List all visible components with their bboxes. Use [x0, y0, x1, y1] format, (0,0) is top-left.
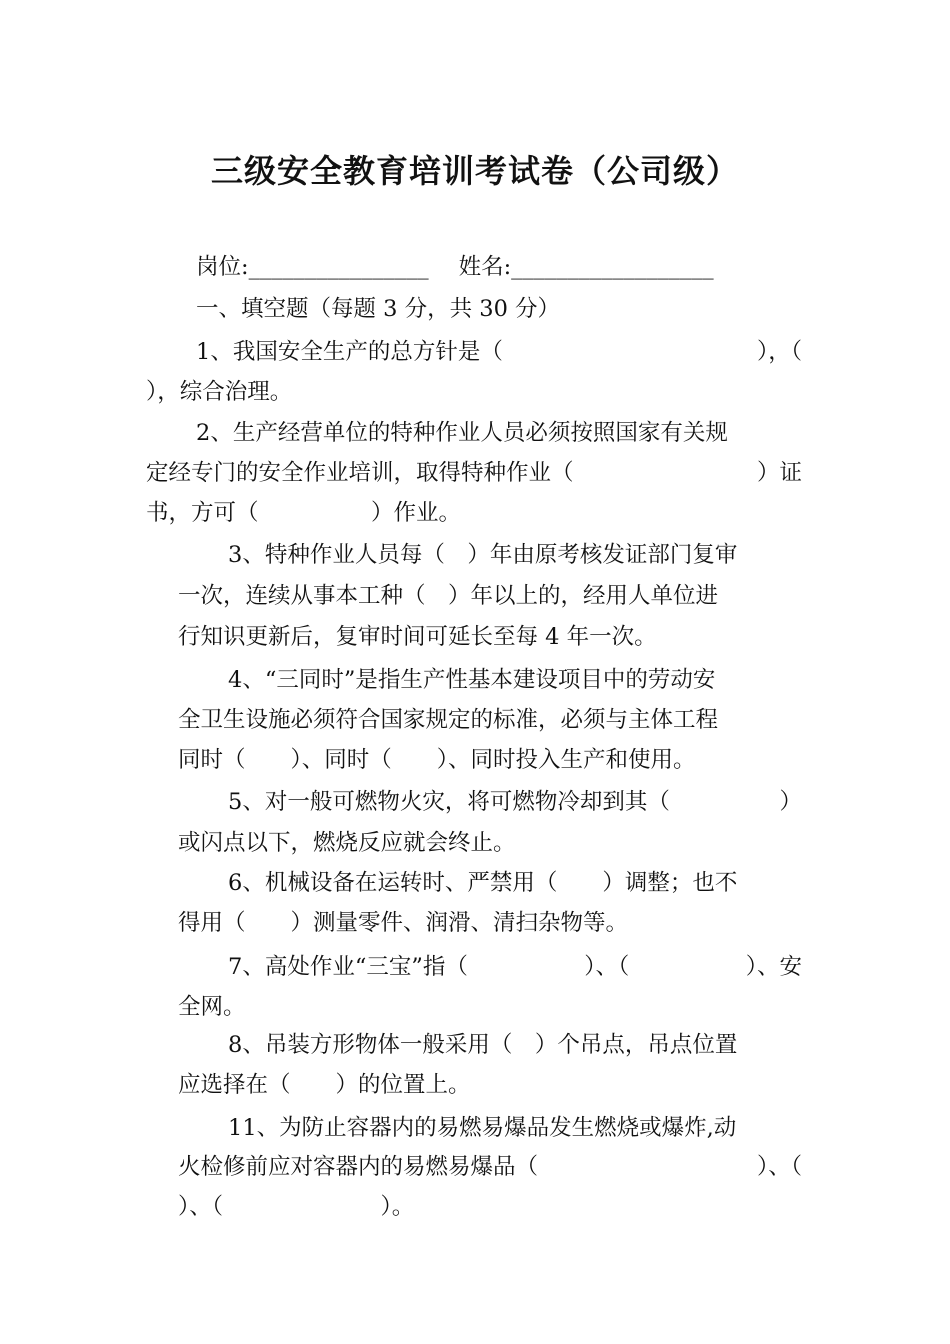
- question-line: [178, 1152, 802, 1182]
- question-line: 3、特种作业人员每（ ）年由原考核发证部门复审: [228, 542, 738, 568]
- question-text: ）、（: [756, 1154, 802, 1180]
- question-text: 定经专门的安全作业培训，取得特种作业（: [146, 460, 574, 486]
- question-line: 全卫生设施必须符合国家规定的标准，必须与主体工程: [178, 707, 719, 733]
- question-text: 火检修前应对容器内的易燃易爆品（: [178, 1154, 539, 1180]
- question-text: ）: [779, 789, 802, 815]
- section-heading: 一、填空题（每题 3 分，共 30 分）: [196, 296, 561, 322]
- question-line: 得用（ ）测量零件、润滑、清扫杂物等。: [178, 910, 629, 936]
- question-line: 2、生产经营单位的特种作业人员必须按照国家有关规: [196, 420, 728, 446]
- question-line: 4、“三同时”是指生产性基本建设项目中的劳动安: [228, 667, 716, 693]
- page-title: 三级安全教育培训考试卷（公司级）: [210, 152, 739, 190]
- question-line: 6、机械设备在运转时、严禁用（ ）调整；也不: [228, 870, 738, 896]
- info-fields: [196, 252, 714, 282]
- question-text: ）证: [756, 460, 802, 486]
- question-line: 同时（ ）、同时（ ）、同时投入生产和使用。: [178, 747, 696, 773]
- question-line: 8、吊装方形物体一般采用（ ）个吊点，吊点位置: [228, 1032, 738, 1058]
- question-line: 行知识更新后，复审时间可延长至每 4 年一次。: [178, 624, 657, 650]
- question-line: [228, 787, 802, 817]
- name-field[interactable]: 姓名:__________________: [458, 254, 714, 280]
- question-line: 或闪点以下，燃烧反应就会终止。: [178, 830, 516, 856]
- question-line: 一次，连续从事本工种（ ）年以上的，经用人单位进: [178, 583, 719, 609]
- question-line: 书，方可（ ）作业。: [146, 500, 462, 526]
- question-text: 1、我国安全生产的总方针是（: [196, 339, 503, 365]
- question-line: 11、为防止容器内的易燃易爆品发生燃烧或爆炸,动: [228, 1115, 737, 1141]
- question-line: 全网。: [178, 994, 246, 1020]
- question-line: 应选择在（ ）的位置上。: [178, 1072, 471, 1098]
- question-line: [228, 952, 802, 982]
- question-text: 5、对一般可燃物火灾，将可燃物冷却到其（: [228, 789, 670, 815]
- position-field[interactable]: 岗位:________________: [196, 254, 429, 280]
- question-text: ）、安: [745, 954, 802, 980]
- question-line: ）、（ ）。: [178, 1194, 415, 1220]
- question-line: [146, 458, 802, 488]
- question-text: ），（: [756, 339, 802, 365]
- question-text: ）、（: [584, 954, 630, 980]
- question-text: 7、高处作业“三宝”指（: [228, 954, 468, 980]
- question-line: [196, 337, 802, 367]
- question-line: ），综合治理。: [146, 379, 293, 405]
